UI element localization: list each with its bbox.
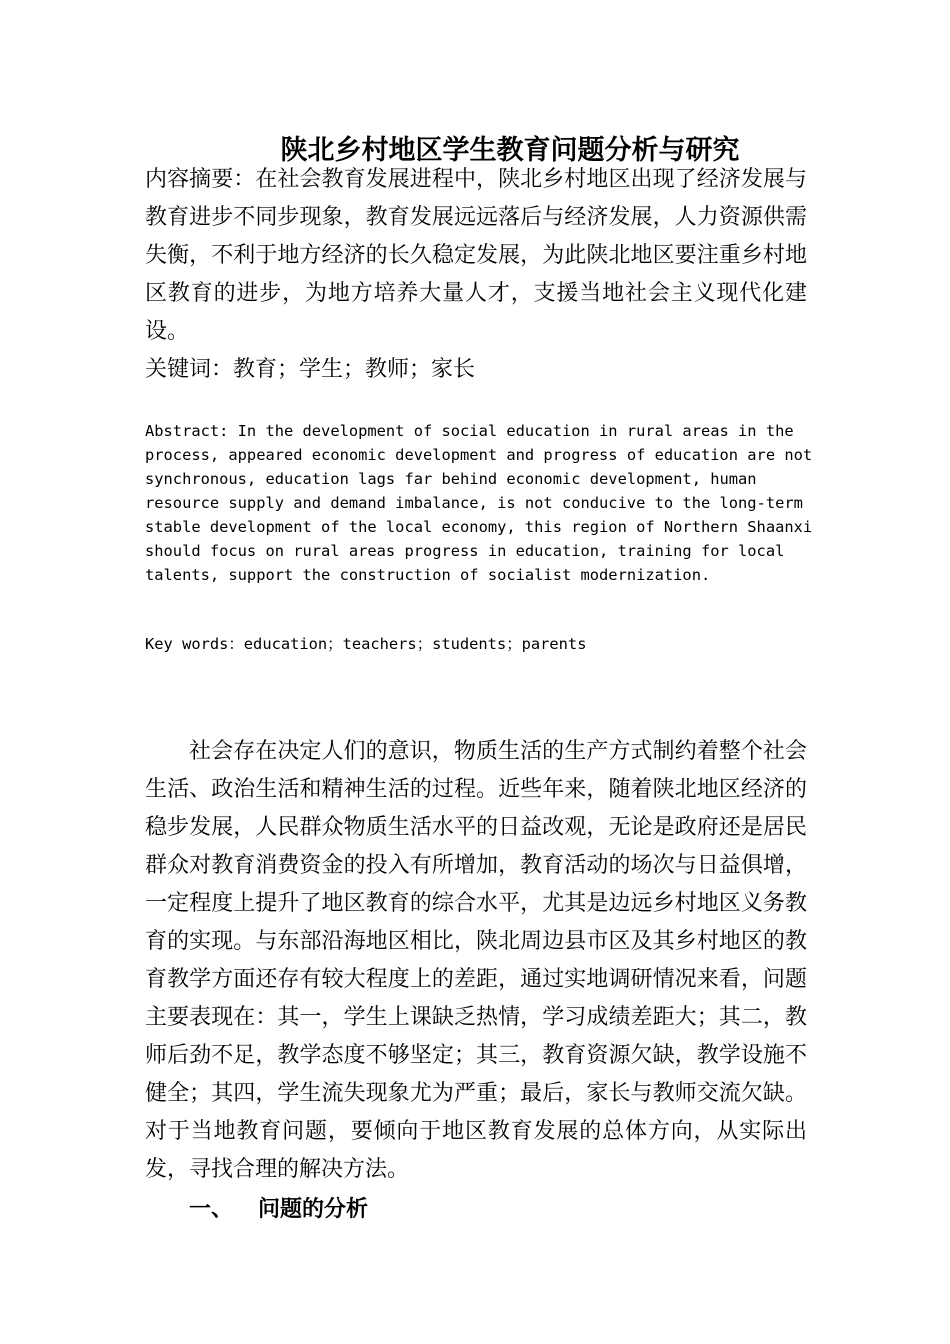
english-abstract: Abstract: In the development of social education in rural areas in the process, appeared economic development and progress of education are not synchronous, education lags far behind economic development, human resource supply and demand imbalance, is not conducive to the long-term stable development of the local economy, this region of Northern Shaanxi should focus on rural areas progress in education, training for local talents, support the construction of socialist modernization. — [145, 422, 813, 584]
chinese-abstract: 内容摘要：在社会教育发展进程中，陕北乡村地区出现了经济发展与教育进步不同步现象，教育发展远远落后与经济发展，人力资源供需失衡，不利于地方经济的长久稳定发展，为此陕北地区要注重乡村地区教育的进步，为地方培养大量人才，支援当地社会主义现代化建设。 — [145, 167, 807, 344]
body-paragraph: 社会存在决定人们的意识，物质生活的生产方式制约着整个社会生活、政治生活和精神生活的过程。近些年来，随着陕北地区经济的稳步发展，人民群众物质生活水平的日益改观，无论是政府还是居民群众对教育消费资金的投入有所增加，教育活动的场次与日益俱增，一定程度上提升了地区教育的综合水平，尤其是边远乡村地区义务教育的实现。与东部沿海地区相比，陕北周边县市区及其乡村地区的教育教学方面还存有较大程度上的差距，通过实地调研情况来看，问题主要表现在：其一，学生上课缺乏热情，学习成绩差距大；其二，教师后劲不足，教学态度不够坚定；其三，教育资源欠缺，教学设施不健全；其四，学生流失现象尤为严重；最后，家长与教师交流欠缺。对于当地教育问题，要倾向于地区教育发展的总体方向，从实际出发，寻找合理的解决方法。 — [145, 739, 807, 1182]
english-keywords: Key words：education；teachers；students；parents — [145, 635, 587, 653]
section-heading — [189, 1190, 368, 1228]
section-number: 一、 — [189, 1196, 234, 1222]
chinese-keywords: 关键词：教育；学生；教师；家长 — [145, 357, 476, 382]
document-title: 陕北乡村地区学生教育问题分析与研究 — [280, 135, 740, 167]
section-title: 问题的分析 — [258, 1196, 369, 1222]
